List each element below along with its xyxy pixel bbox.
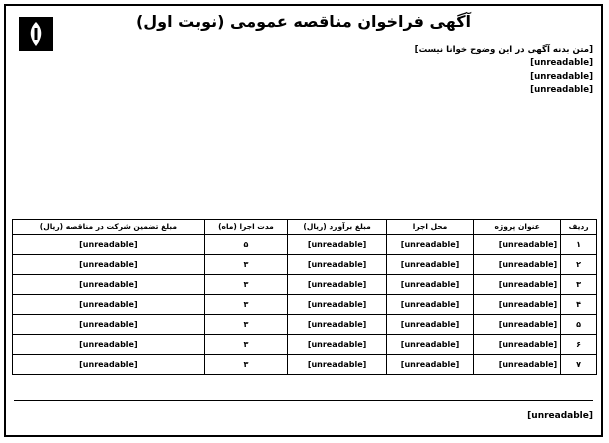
cell-row-number: ۲ (561, 255, 597, 275)
cell-estimate: [unreadable] (288, 335, 387, 355)
cell-guarantee: [unreadable] (13, 255, 205, 275)
cell-estimate: [unreadable] (288, 355, 387, 375)
table-body (13, 235, 597, 375)
cell-location: [unreadable] (386, 335, 473, 355)
cell-location: [unreadable] (386, 255, 473, 275)
cell-project: [unreadable] (474, 235, 561, 255)
cell-row-number: ۴ (561, 295, 597, 315)
cell-guarantee: [unreadable] (13, 275, 205, 295)
table-row (13, 275, 597, 295)
col-header-project: عنوان پروژه (474, 220, 561, 235)
table-row (13, 255, 597, 275)
footer-issuer: [unreadable] (527, 411, 593, 421)
notice-sheet (4, 4, 603, 437)
table-row (13, 235, 597, 255)
cell-duration: ۳ (204, 355, 287, 375)
cell-estimate: [unreadable] (288, 255, 387, 275)
cell-estimate: [unreadable] (288, 235, 387, 255)
table-row (13, 335, 597, 355)
cell-project: [unreadable] (474, 335, 561, 355)
cell-duration: ۳ (204, 315, 287, 335)
cell-estimate: [unreadable] (288, 275, 387, 295)
cell-duration: ۳ (204, 255, 287, 275)
cell-project: [unreadable] (474, 315, 561, 335)
cell-guarantee: [unreadable] (13, 315, 205, 335)
cell-guarantee: [unreadable] (13, 235, 205, 255)
table-row (13, 355, 597, 375)
table-header-row (13, 220, 597, 235)
cell-row-number: ۳ (561, 275, 597, 295)
notice-title: آگهی فراخوان مناقصه عمومی (نوبت اول) (135, 12, 472, 31)
cell-row-number: ۱ (561, 235, 597, 255)
cell-project: [unreadable] (474, 275, 561, 295)
cell-guarantee: [unreadable] (13, 295, 205, 315)
body-paragraph: [unreadable] (530, 85, 593, 96)
body-paragraph: [unreadable] (530, 58, 593, 69)
body-paragraph: [متن بدنه آگهی در این وضوح خوانا نیست] (414, 45, 593, 55)
cell-duration: ۳ (204, 275, 287, 295)
cell-project: [unreadable] (474, 255, 561, 275)
cell-location: [unreadable] (386, 315, 473, 335)
cell-estimate: [unreadable] (288, 295, 387, 315)
cell-project: [unreadable] (474, 355, 561, 375)
cell-duration: ۳ (204, 295, 287, 315)
cell-duration: ۳ (204, 335, 287, 355)
cell-row-number: ۵ (561, 315, 597, 335)
col-header-estimate: مبلغ برآورد (ریال) (288, 220, 387, 235)
cell-estimate: [unreadable] (288, 315, 387, 335)
body-paragraph: [unreadable] (530, 71, 593, 82)
cell-duration: ۵ (204, 235, 287, 255)
notice-body (14, 44, 593, 98)
cell-project: [unreadable] (474, 295, 561, 315)
cell-location: [unreadable] (386, 295, 473, 315)
cell-row-number: ۶ (561, 335, 597, 355)
tender-table (12, 219, 597, 375)
cell-row-number: ۷ (561, 355, 597, 375)
cell-guarantee: [unreadable] (13, 335, 205, 355)
table-row (13, 315, 597, 335)
footer-divider (14, 400, 593, 401)
col-header-row-number: ردیف (561, 220, 597, 235)
cell-location: [unreadable] (386, 275, 473, 295)
cell-location: [unreadable] (386, 235, 473, 255)
cell-guarantee: [unreadable] (13, 355, 205, 375)
col-header-guarantee: مبلغ تضمین شرکت در مناقصه (ریال) (13, 220, 205, 235)
cell-location: [unreadable] (386, 355, 473, 375)
table-row (13, 295, 597, 315)
col-header-location: محل اجرا (386, 220, 473, 235)
col-header-duration: مدت اجرا (ماه) (204, 220, 287, 235)
